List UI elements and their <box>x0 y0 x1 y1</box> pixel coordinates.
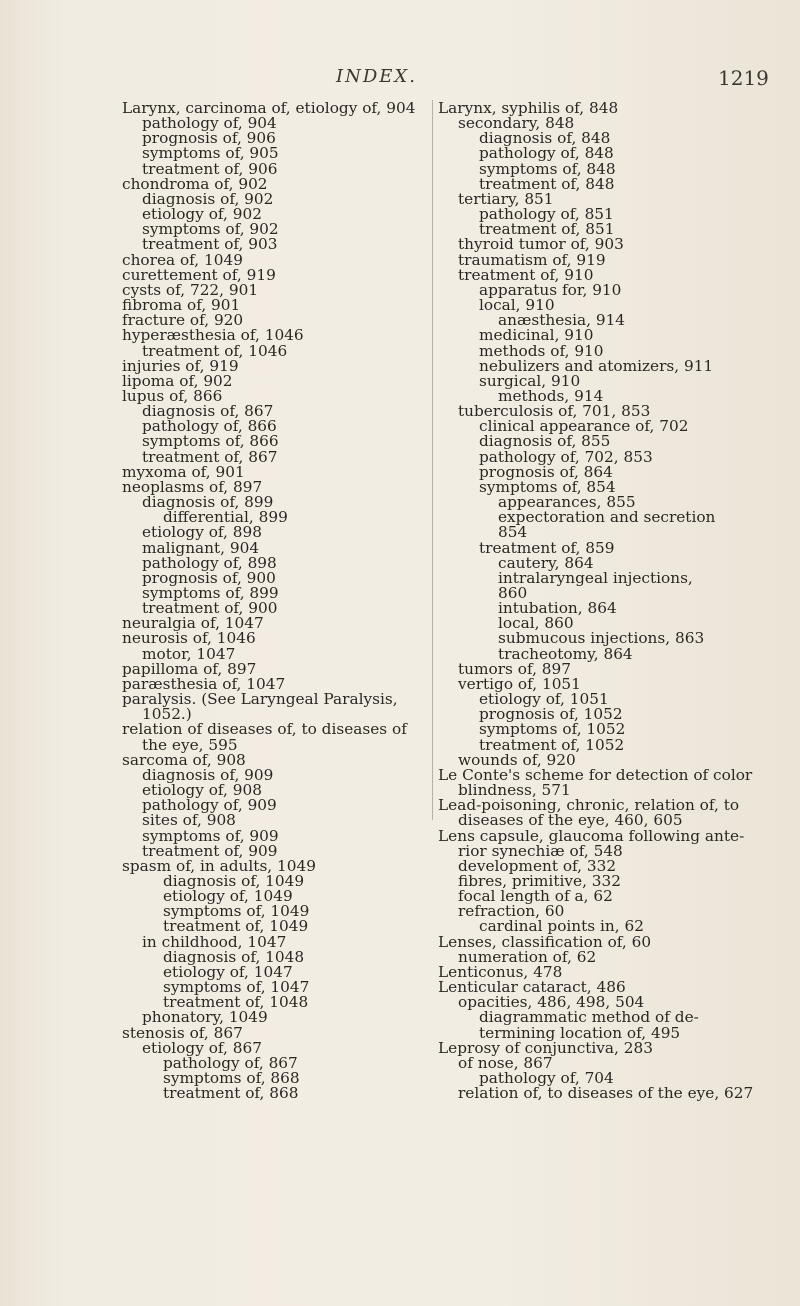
index-entry: diagnosis of, 909 <box>142 765 274 784</box>
index-entry: Lenses, classification of, 60 <box>438 932 652 951</box>
running-head <box>0 66 800 90</box>
index-entry: blindness, 571 <box>458 781 571 800</box>
index-entry: diagnosis of, 867 <box>142 402 274 421</box>
index-entry: lipoma of, 902 <box>122 371 233 390</box>
index-entry: symptoms of, 868 <box>163 1069 300 1087</box>
index-entry: etiology of, 1051 <box>479 690 609 709</box>
index-entry: intralaryngeal injections, <box>498 568 693 587</box>
index-entry: cysts of, 722, 901 <box>122 280 259 299</box>
index-entry: etiology of, 867 <box>142 1038 262 1057</box>
index-entry: symptoms of, 1049 <box>163 902 310 921</box>
index-entry: local, 860 <box>498 614 574 633</box>
page-number: 1219 <box>718 66 769 90</box>
index-entry: clinical appearance of, 702 <box>479 417 689 436</box>
index-entry: treatment of, 900 <box>142 599 278 618</box>
index-entry: treatment of, 1048 <box>163 993 309 1012</box>
index-entry: diagnosis of, 1049 <box>163 871 305 890</box>
index-entry: diagnosis of, 855 <box>479 432 611 451</box>
index-entry: Lenticular cataract, 486 <box>438 978 626 997</box>
index-entry: myxoma of, 901 <box>122 462 245 481</box>
index-entry: chondroma of, 902 <box>122 174 268 193</box>
index-entry: tuberculosis of, 701, 853 <box>458 402 651 421</box>
index-entry: development of, 332 <box>458 856 617 875</box>
index-entry: treatment of, 910 <box>458 265 594 284</box>
index-entry: injuries of, 919 <box>122 356 239 375</box>
index-entry: etiology of, 908 <box>142 781 262 800</box>
index-entry: pathology of, 704 <box>479 1069 614 1087</box>
index-entry: local, 910 <box>479 296 555 315</box>
index-entry: methods, 914 <box>498 386 604 405</box>
index-entry: numeration of, 62 <box>458 947 597 966</box>
index-entry: secondary, 848 <box>458 114 575 133</box>
index-entry: neoplasms of, 897 <box>122 477 263 496</box>
index-entry: surgical, 910 <box>479 371 581 390</box>
index-entry: treatment of, 906 <box>142 159 278 178</box>
index-entry: diagrammatic method of de- <box>479 1008 699 1027</box>
index-entry: phonatory, 1049 <box>142 1008 268 1027</box>
index-entry: submucous injections, 863 <box>498 629 705 648</box>
index-entry: symptoms of, 909 <box>142 826 279 845</box>
index-entry: 854 <box>498 523 528 542</box>
index-entry: intubation, 864 <box>498 599 617 618</box>
index-entry: termining location of, 495 <box>479 1023 681 1042</box>
index-entry: neuralgia of, 1047 <box>122 614 264 633</box>
index-entry: treatment of, 867 <box>142 447 278 466</box>
index-entry: opacities, 486, 498, 504 <box>458 993 645 1012</box>
index-entry: neurosis of, 1046 <box>122 629 256 648</box>
index-entry: pathology of, 848 <box>479 144 614 163</box>
index-entry: prognosis of, 900 <box>142 568 276 587</box>
index-entry: prognosis of, 906 <box>142 129 276 148</box>
index-entry: differential, 899 <box>163 508 288 527</box>
index-entry: Leprosy of conjunctiva, 283 <box>438 1038 653 1057</box>
index-entry: tracheotomy, 864 <box>498 644 633 663</box>
index-entry: papilloma of, 897 <box>122 659 257 678</box>
index-entry: pathology of, 702, 853 <box>479 447 653 466</box>
index-entry: diagnosis of, 899 <box>142 493 274 512</box>
index-entry: focal length of a, 62 <box>458 887 613 906</box>
index-entry: treatment of, 903 <box>142 235 278 254</box>
index-entry: 1052.) <box>142 705 192 724</box>
index-entry: of nose, 867 <box>458 1053 553 1072</box>
index-entry: pathology of, 851 <box>479 205 614 224</box>
index-entry: treatment of, 851 <box>479 220 615 239</box>
index-entry: etiology of, 902 <box>142 205 262 224</box>
index-entry: diseases of the eye, 460, 605 <box>458 811 683 830</box>
index-entry: pathology of, 898 <box>142 553 277 572</box>
index-entry: anæsthesia, 914 <box>498 311 626 330</box>
index-entry: fibroma of, 901 <box>122 296 241 315</box>
index-entry: Larynx, carcinoma of, etiology of, 904 <box>122 99 416 117</box>
index-entry: symptoms of, 902 <box>142 220 279 239</box>
index-entry: symptoms of, 848 <box>479 159 616 178</box>
index-entry: paralysis. (See Laryngeal Paralysis, <box>122 690 398 709</box>
index-entry: relation of, to diseases of the eye, 627 <box>458 1084 754 1103</box>
index-entry: symptoms of, 899 <box>142 584 279 602</box>
index-entry: tertiary, 851 <box>458 189 554 208</box>
index-entry: apparatus for, 910 <box>479 280 622 299</box>
index-entry: symptoms of, 1047 <box>163 978 310 997</box>
index-entry: refraction, 60 <box>458 902 565 921</box>
index-entry: 860 <box>498 584 528 602</box>
index-entry: diagnosis of, 848 <box>479 129 611 148</box>
index-entry: treatment of, 859 <box>479 538 615 557</box>
index-entry: cardinal points in, 62 <box>479 917 644 936</box>
index-entry: stenosis of, 867 <box>122 1023 243 1042</box>
index-entry: fibres, primitive, 332 <box>458 871 621 890</box>
index-entry: hyperæsthesia of, 1046 <box>122 326 304 345</box>
index-entry: lupus of, 866 <box>122 386 223 405</box>
index-entry: fracture of, 920 <box>122 311 244 330</box>
index-entry: treatment of, 1046 <box>142 341 288 360</box>
index-entry: symptoms of, 866 <box>142 432 279 451</box>
index-entry: appearances, 855 <box>498 493 636 512</box>
index-entry: diagnosis of, 902 <box>142 189 274 208</box>
index-entry: wounds of, 920 <box>458 750 576 769</box>
index-entry: sites of, 908 <box>142 811 236 830</box>
index-entry: Le Conte's scheme for detection of color <box>438 765 753 784</box>
index-entry: relation of diseases of, to diseases of <box>122 720 407 739</box>
index-entry: treatment of, 1052 <box>479 735 625 754</box>
index-entry: expectoration and secretion <box>498 508 716 527</box>
index-entry: Larynx, syphilis of, 848 <box>438 99 619 117</box>
index-entry: cautery, 864 <box>498 553 594 572</box>
index-entry: nebulizers and atomizers, 911 <box>479 356 714 375</box>
index-entry: symptoms of, 1052 <box>479 720 626 739</box>
running-title: INDEX. <box>336 66 417 87</box>
index-entry: the eye, 595 <box>142 735 238 754</box>
index-entry: prognosis of, 864 <box>479 462 613 481</box>
column-divider <box>432 100 433 820</box>
index-entry: spasm of, in adults, 1049 <box>122 856 316 875</box>
index-entry: medicinal, 910 <box>479 326 594 345</box>
index-entry: pathology of, 867 <box>163 1053 298 1072</box>
index-entry: vertigo of, 1051 <box>458 674 581 693</box>
index-entry: treatment of, 909 <box>142 841 278 860</box>
index-entry: pathology of, 904 <box>142 114 277 133</box>
index-entry: malignant, 904 <box>142 538 260 557</box>
index-entry: traumatism of, 919 <box>458 250 606 269</box>
index-entry: motor, 1047 <box>142 644 236 663</box>
index-entry: curettement of, 919 <box>122 265 276 284</box>
index-entry: pathology of, 909 <box>142 796 277 815</box>
index-entry: treatment of, 848 <box>479 174 615 193</box>
index-entry: chorea of, 1049 <box>122 250 243 269</box>
index-entry: Lens capsule, glaucoma following ante- <box>438 826 745 845</box>
index-entry: etiology of, 1047 <box>163 962 293 981</box>
index-entry: rior synechiæ of, 548 <box>458 841 623 860</box>
index-entry: methods of, 910 <box>479 341 604 360</box>
index-entry: symptoms of, 905 <box>142 144 279 163</box>
index-entry: Lead-poisoning, chronic, relation of, to <box>438 796 740 815</box>
index-entry: pathology of, 866 <box>142 417 277 436</box>
index-entry: thyroid tumor of, 903 <box>458 235 624 254</box>
index-entry: in childhood, 1047 <box>142 932 287 951</box>
index-entry: symptoms of, 854 <box>479 477 616 496</box>
index-entry: etiology of, 1049 <box>163 887 293 906</box>
index-entry: Lenticonus, 478 <box>438 962 563 981</box>
index-entry: treatment of, 868 <box>163 1084 299 1103</box>
index-entry: paræsthesia of, 1047 <box>122 674 286 693</box>
index-entry: etiology of, 898 <box>142 523 262 542</box>
index-column-right <box>438 101 783 1101</box>
index-entry: treatment of, 1049 <box>163 917 309 936</box>
index-column-left <box>122 101 462 1101</box>
index-entry: diagnosis of, 1048 <box>163 947 305 966</box>
index-entry: sarcoma of, 908 <box>122 750 246 769</box>
index-entry: tumors of, 897 <box>458 659 571 678</box>
index-entry: prognosis of, 1052 <box>479 705 623 724</box>
